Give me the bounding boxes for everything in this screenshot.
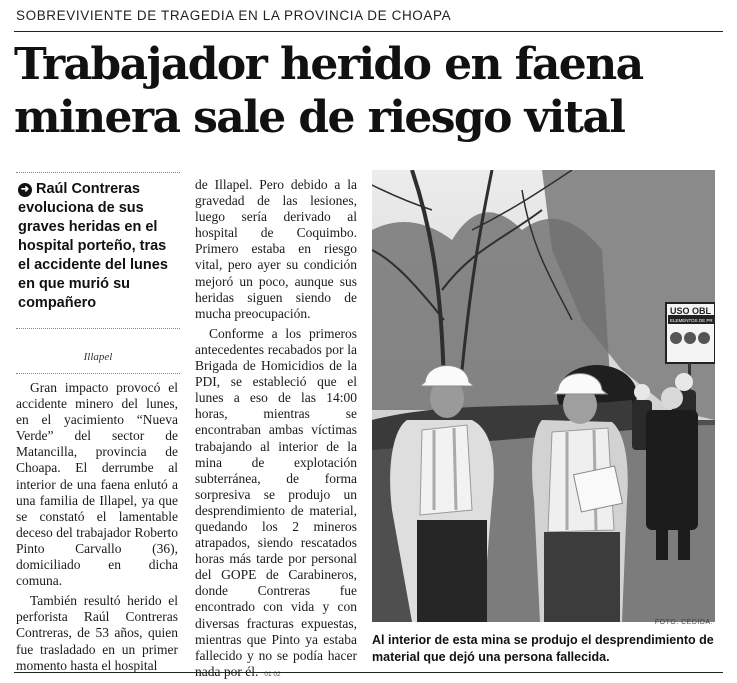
kicker: SOBREVIVIENTE DE TRAGEDIA EN LA PROVINCIA DE CHOAPA [16,8,452,23]
body-paragraph-text: Conforme a los primeros antecedentes recabados por la Brigada de Homicidios de la PDI, se estableció que el lunes a eso de las 14:00 horas, mientras se encontraban ambas víctimas trabajando al interior de la mina de explotación subterránea, de forma sorpresiva se produjo un desprendimiento de material, quedando los 2 mineros atrapados, siendo rescatados horas más tarde por personal del GOPE de Carabineros, donde Contreras fue encontrado con vida y con diversas fracturas expuestas, mientras que Pinto ya estaba fallecido y no se podía hacer nada por él. [195,325,357,679]
body-paragraph: Gran impacto provocó el accidente minero del lunes, en el yacimiento “Nueva Verde” del sector de Matancilla, provincia de Choapa. El derrumbe al interior de una faena enlutó a una familia de Illapel, ya que se constató el lamentable deceso del trabajador Roberto Pinto Carvallo (36), domiciliado en dicha comuna. [16,380,178,589]
arrow-icon: ➜ [18,183,32,197]
mine-scene-illustration [372,170,715,622]
lead-bottom-divider [16,328,180,329]
dateline-divider [16,373,180,374]
body-paragraph: de Illapel. Pero debido a la gravedad de las lesiones, luego sería derivado al hospital de Coquimbo. Primero estaba en riesgo vital, pero ayer su condición mejoró un poco, aunque sus heridas siguen siendo de mucha preocupación. [195,177,357,321]
end-code: 01 02 [264,670,281,678]
headline: Trabajador herido en faena minera sale de riesgo vital [14,39,643,143]
body-column-2 [195,177,357,683]
top-rule [14,31,723,32]
lead-summary [18,180,178,313]
sign-subtitle: ELEMENTOS DE PR [670,318,713,323]
sign-title: USO OBL [670,306,712,316]
body-paragraph [195,326,357,683]
photo-caption: Al interior de esta mina se produjo el desprendimiento de material que dejó una persona fallecida. [372,633,714,664]
article-photo [372,170,715,622]
lead-top-divider [16,172,180,173]
lead-text: Raúl Contreras evoluciona de sus graves heridas en el hospital porteño, tras el accidente del lunes en que murió su compañero [18,181,168,311]
bottom-rule [14,672,723,673]
body-column-1 [16,380,178,674]
photo-credit: FOTO: CEDIDA. [654,619,713,626]
body-paragraph: También resultó herido el perforista Raúl Contreras Contreras, de 53 años, quien fue trasladado en un primer momento hasta el hospital [16,593,178,673]
dateline: Illapel [83,351,113,363]
